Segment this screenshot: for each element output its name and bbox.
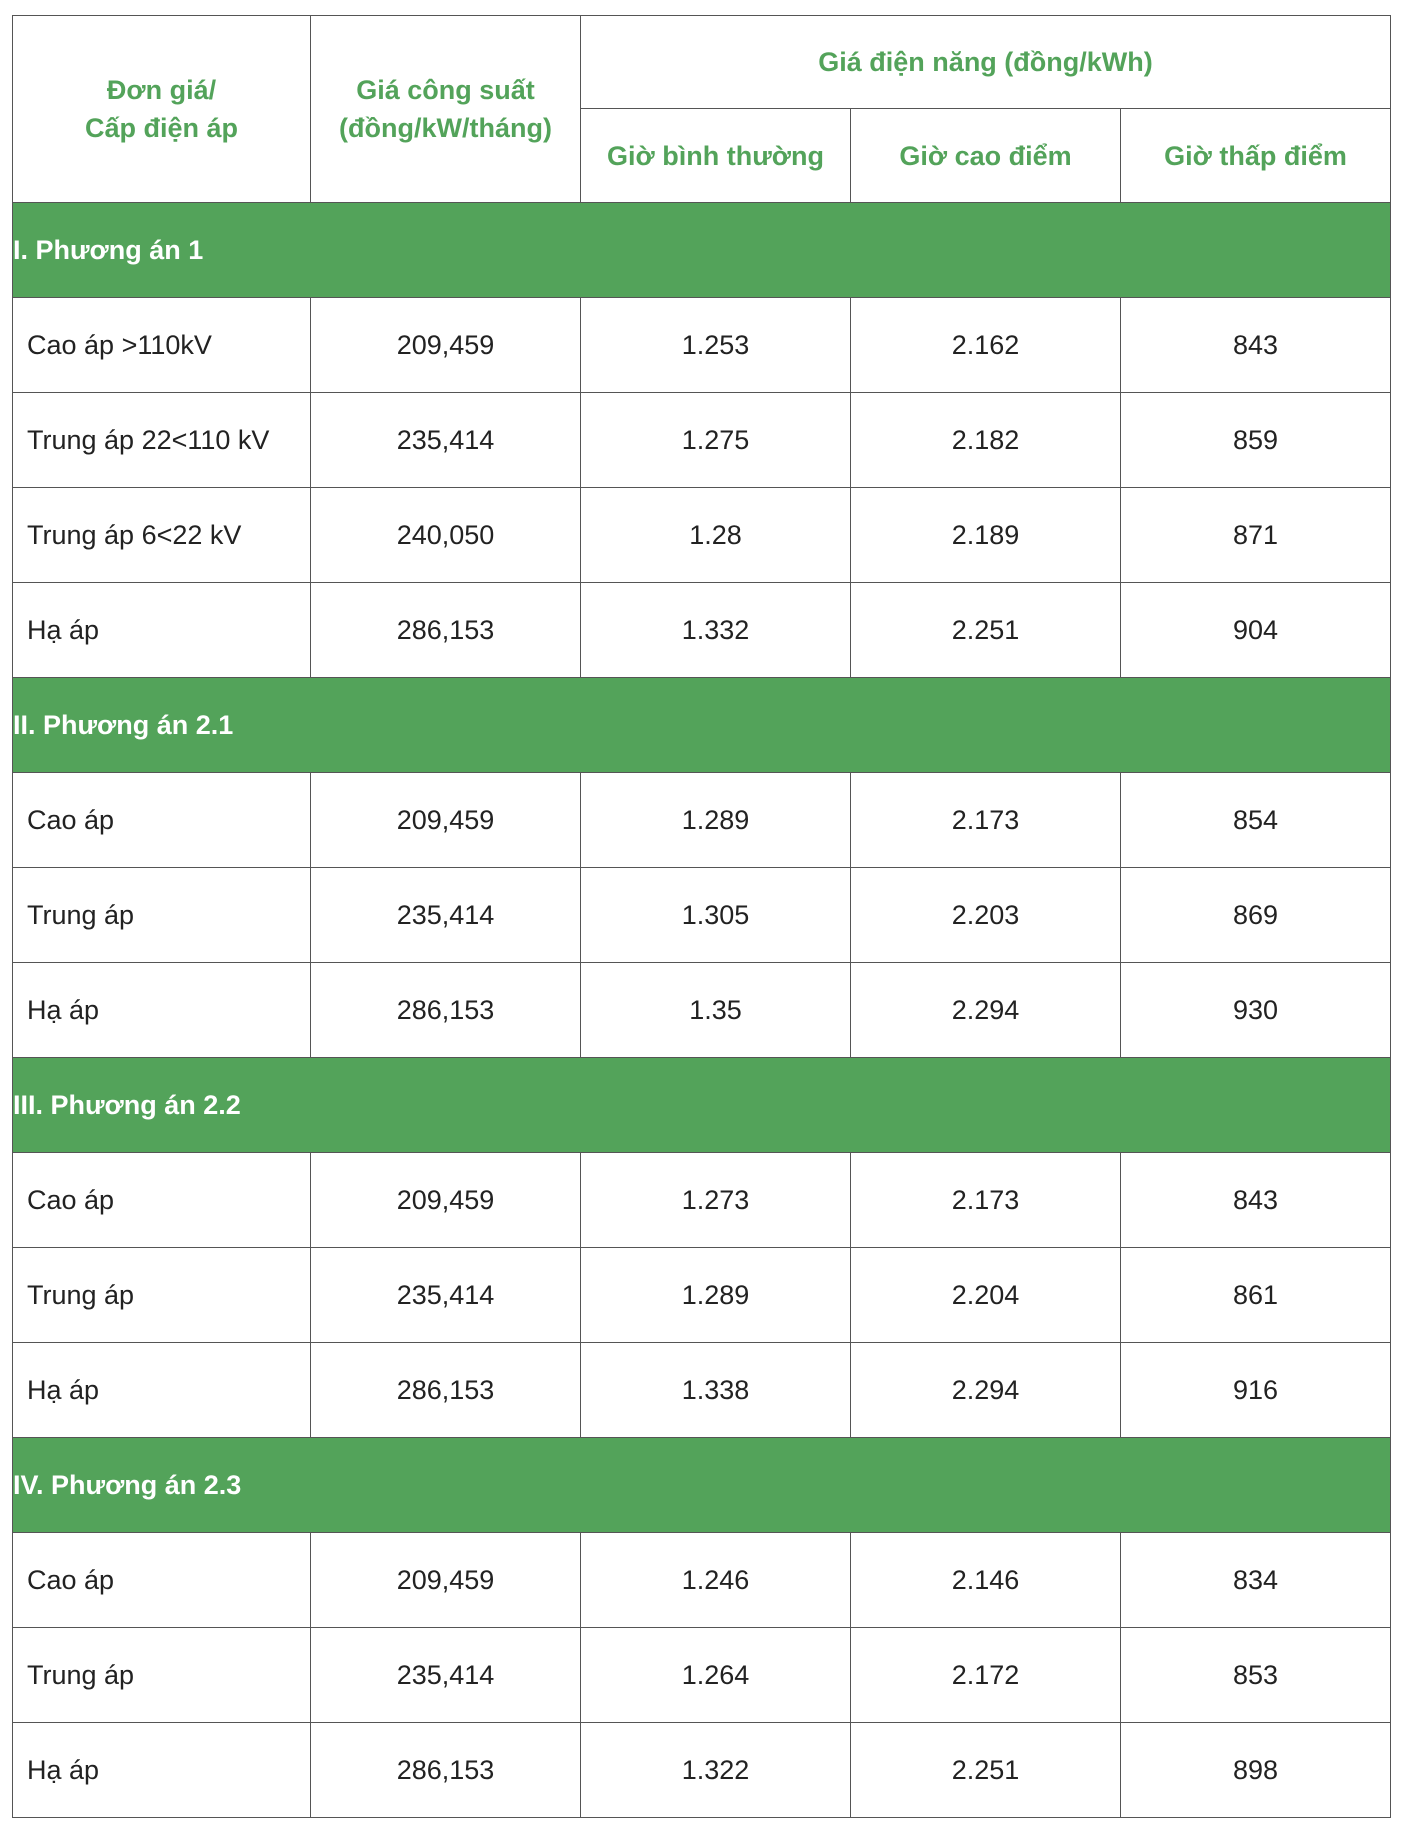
offpeak-hours-cell: 898 [1121, 1723, 1391, 1818]
header-normal-hours: Giờ bình thường [581, 109, 851, 203]
normal-hours-cell: 1.305 [581, 868, 851, 963]
header-price-level-line1: Đơn giá/ [106, 75, 217, 105]
table-row [13, 1723, 1391, 1818]
voltage-level-cell: Trung áp [13, 1628, 311, 1723]
offpeak-hours-cell: 843 [1121, 298, 1391, 393]
capacity-price-cell: 209,459 [311, 1533, 581, 1628]
header-energy-price-group: Giá điện năng (đồng/kWh) [581, 16, 1391, 109]
voltage-level-cell: Cao áp [13, 1533, 311, 1628]
table-row [13, 1343, 1391, 1438]
peak-hours-cell: 2.182 [851, 393, 1121, 488]
normal-hours-cell: 1.35 [581, 963, 851, 1058]
offpeak-hours-cell: 871 [1121, 488, 1391, 583]
peak-hours-cell: 2.251 [851, 583, 1121, 678]
voltage-level-cell: Trung áp [13, 1248, 311, 1343]
section-row [13, 678, 1391, 773]
capacity-price-cell: 286,153 [311, 1723, 581, 1818]
voltage-level-cell: Hạ áp [13, 583, 311, 678]
normal-hours-cell: 1.289 [581, 1248, 851, 1343]
capacity-price-cell: 286,153 [311, 963, 581, 1058]
header-row-top [13, 16, 1391, 109]
voltage-level-cell: Hạ áp [13, 1343, 311, 1438]
capacity-price-cell: 235,414 [311, 868, 581, 963]
offpeak-hours-cell: 834 [1121, 1533, 1391, 1628]
table-row [13, 1533, 1391, 1628]
capacity-price-cell: 209,459 [311, 298, 581, 393]
capacity-price-cell: 235,414 [311, 1628, 581, 1723]
table-row [13, 773, 1391, 868]
header-capacity-price-line1: Giá công suất [356, 75, 535, 105]
capacity-price-cell: 286,153 [311, 1343, 581, 1438]
section-title: III. Phương án 2.2 [13, 1058, 1391, 1153]
normal-hours-cell: 1.253 [581, 298, 851, 393]
table-row [13, 868, 1391, 963]
header-price-level-line2: Cấp điện áp [84, 113, 239, 143]
header-capacity-price [311, 16, 581, 203]
peak-hours-cell: 2.294 [851, 963, 1121, 1058]
offpeak-hours-cell: 854 [1121, 773, 1391, 868]
normal-hours-cell: 1.246 [581, 1533, 851, 1628]
peak-hours-cell: 2.294 [851, 1343, 1121, 1438]
table-row [13, 1153, 1391, 1248]
peak-hours-cell: 2.251 [851, 1723, 1121, 1818]
normal-hours-cell: 1.275 [581, 393, 851, 488]
voltage-level-cell: Hạ áp [13, 963, 311, 1058]
section-title: IV. Phương án 2.3 [13, 1438, 1391, 1533]
voltage-level-cell: Cao áp >110kV [13, 298, 311, 393]
voltage-level-cell: Cao áp [13, 773, 311, 868]
section-row [13, 1438, 1391, 1533]
table-row [13, 963, 1391, 1058]
voltage-level-cell: Hạ áp [13, 1723, 311, 1818]
table-row [13, 298, 1391, 393]
table-row [13, 488, 1391, 583]
voltage-level-cell: Cao áp [13, 1153, 311, 1248]
offpeak-hours-cell: 853 [1121, 1628, 1391, 1723]
peak-hours-cell: 2.173 [851, 773, 1121, 868]
offpeak-hours-cell: 869 [1121, 868, 1391, 963]
section-title: II. Phương án 2.1 [13, 678, 1391, 773]
normal-hours-cell: 1.264 [581, 1628, 851, 1723]
normal-hours-cell: 1.289 [581, 773, 851, 868]
peak-hours-cell: 2.189 [851, 488, 1121, 583]
peak-hours-cell: 2.146 [851, 1533, 1121, 1628]
table-body [13, 203, 1391, 1818]
table-row [13, 1248, 1391, 1343]
capacity-price-cell: 209,459 [311, 773, 581, 868]
voltage-level-cell: Trung áp 6<22 kV [13, 488, 311, 583]
offpeak-hours-cell: 904 [1121, 583, 1391, 678]
peak-hours-cell: 2.204 [851, 1248, 1121, 1343]
peak-hours-cell: 2.203 [851, 868, 1121, 963]
normal-hours-cell: 1.322 [581, 1723, 851, 1818]
table-row [13, 1628, 1391, 1723]
normal-hours-cell: 1.28 [581, 488, 851, 583]
header-capacity-price-line2: (đồng/kW/tháng) [339, 113, 552, 143]
offpeak-hours-cell: 916 [1121, 1343, 1391, 1438]
price-table [12, 15, 1391, 1818]
table-row [13, 583, 1391, 678]
capacity-price-cell: 286,153 [311, 583, 581, 678]
offpeak-hours-cell: 861 [1121, 1248, 1391, 1343]
peak-hours-cell: 2.172 [851, 1628, 1121, 1723]
header-price-level [13, 16, 311, 203]
normal-hours-cell: 1.273 [581, 1153, 851, 1248]
section-row [13, 203, 1391, 298]
voltage-level-cell: Trung áp [13, 868, 311, 963]
offpeak-hours-cell: 859 [1121, 393, 1391, 488]
capacity-price-cell: 209,459 [311, 1153, 581, 1248]
offpeak-hours-cell: 930 [1121, 963, 1391, 1058]
peak-hours-cell: 2.173 [851, 1153, 1121, 1248]
header-offpeak-hours: Giờ thấp điểm [1121, 109, 1391, 203]
capacity-price-cell: 240,050 [311, 488, 581, 583]
offpeak-hours-cell: 843 [1121, 1153, 1391, 1248]
normal-hours-cell: 1.332 [581, 583, 851, 678]
table-header [13, 16, 1391, 203]
section-title: I. Phương án 1 [13, 203, 1391, 298]
normal-hours-cell: 1.338 [581, 1343, 851, 1438]
capacity-price-cell: 235,414 [311, 393, 581, 488]
capacity-price-cell: 235,414 [311, 1248, 581, 1343]
voltage-level-cell: Trung áp 22<110 kV [13, 393, 311, 488]
header-peak-hours: Giờ cao điểm [851, 109, 1121, 203]
section-row [13, 1058, 1391, 1153]
peak-hours-cell: 2.162 [851, 298, 1121, 393]
table-row [13, 393, 1391, 488]
